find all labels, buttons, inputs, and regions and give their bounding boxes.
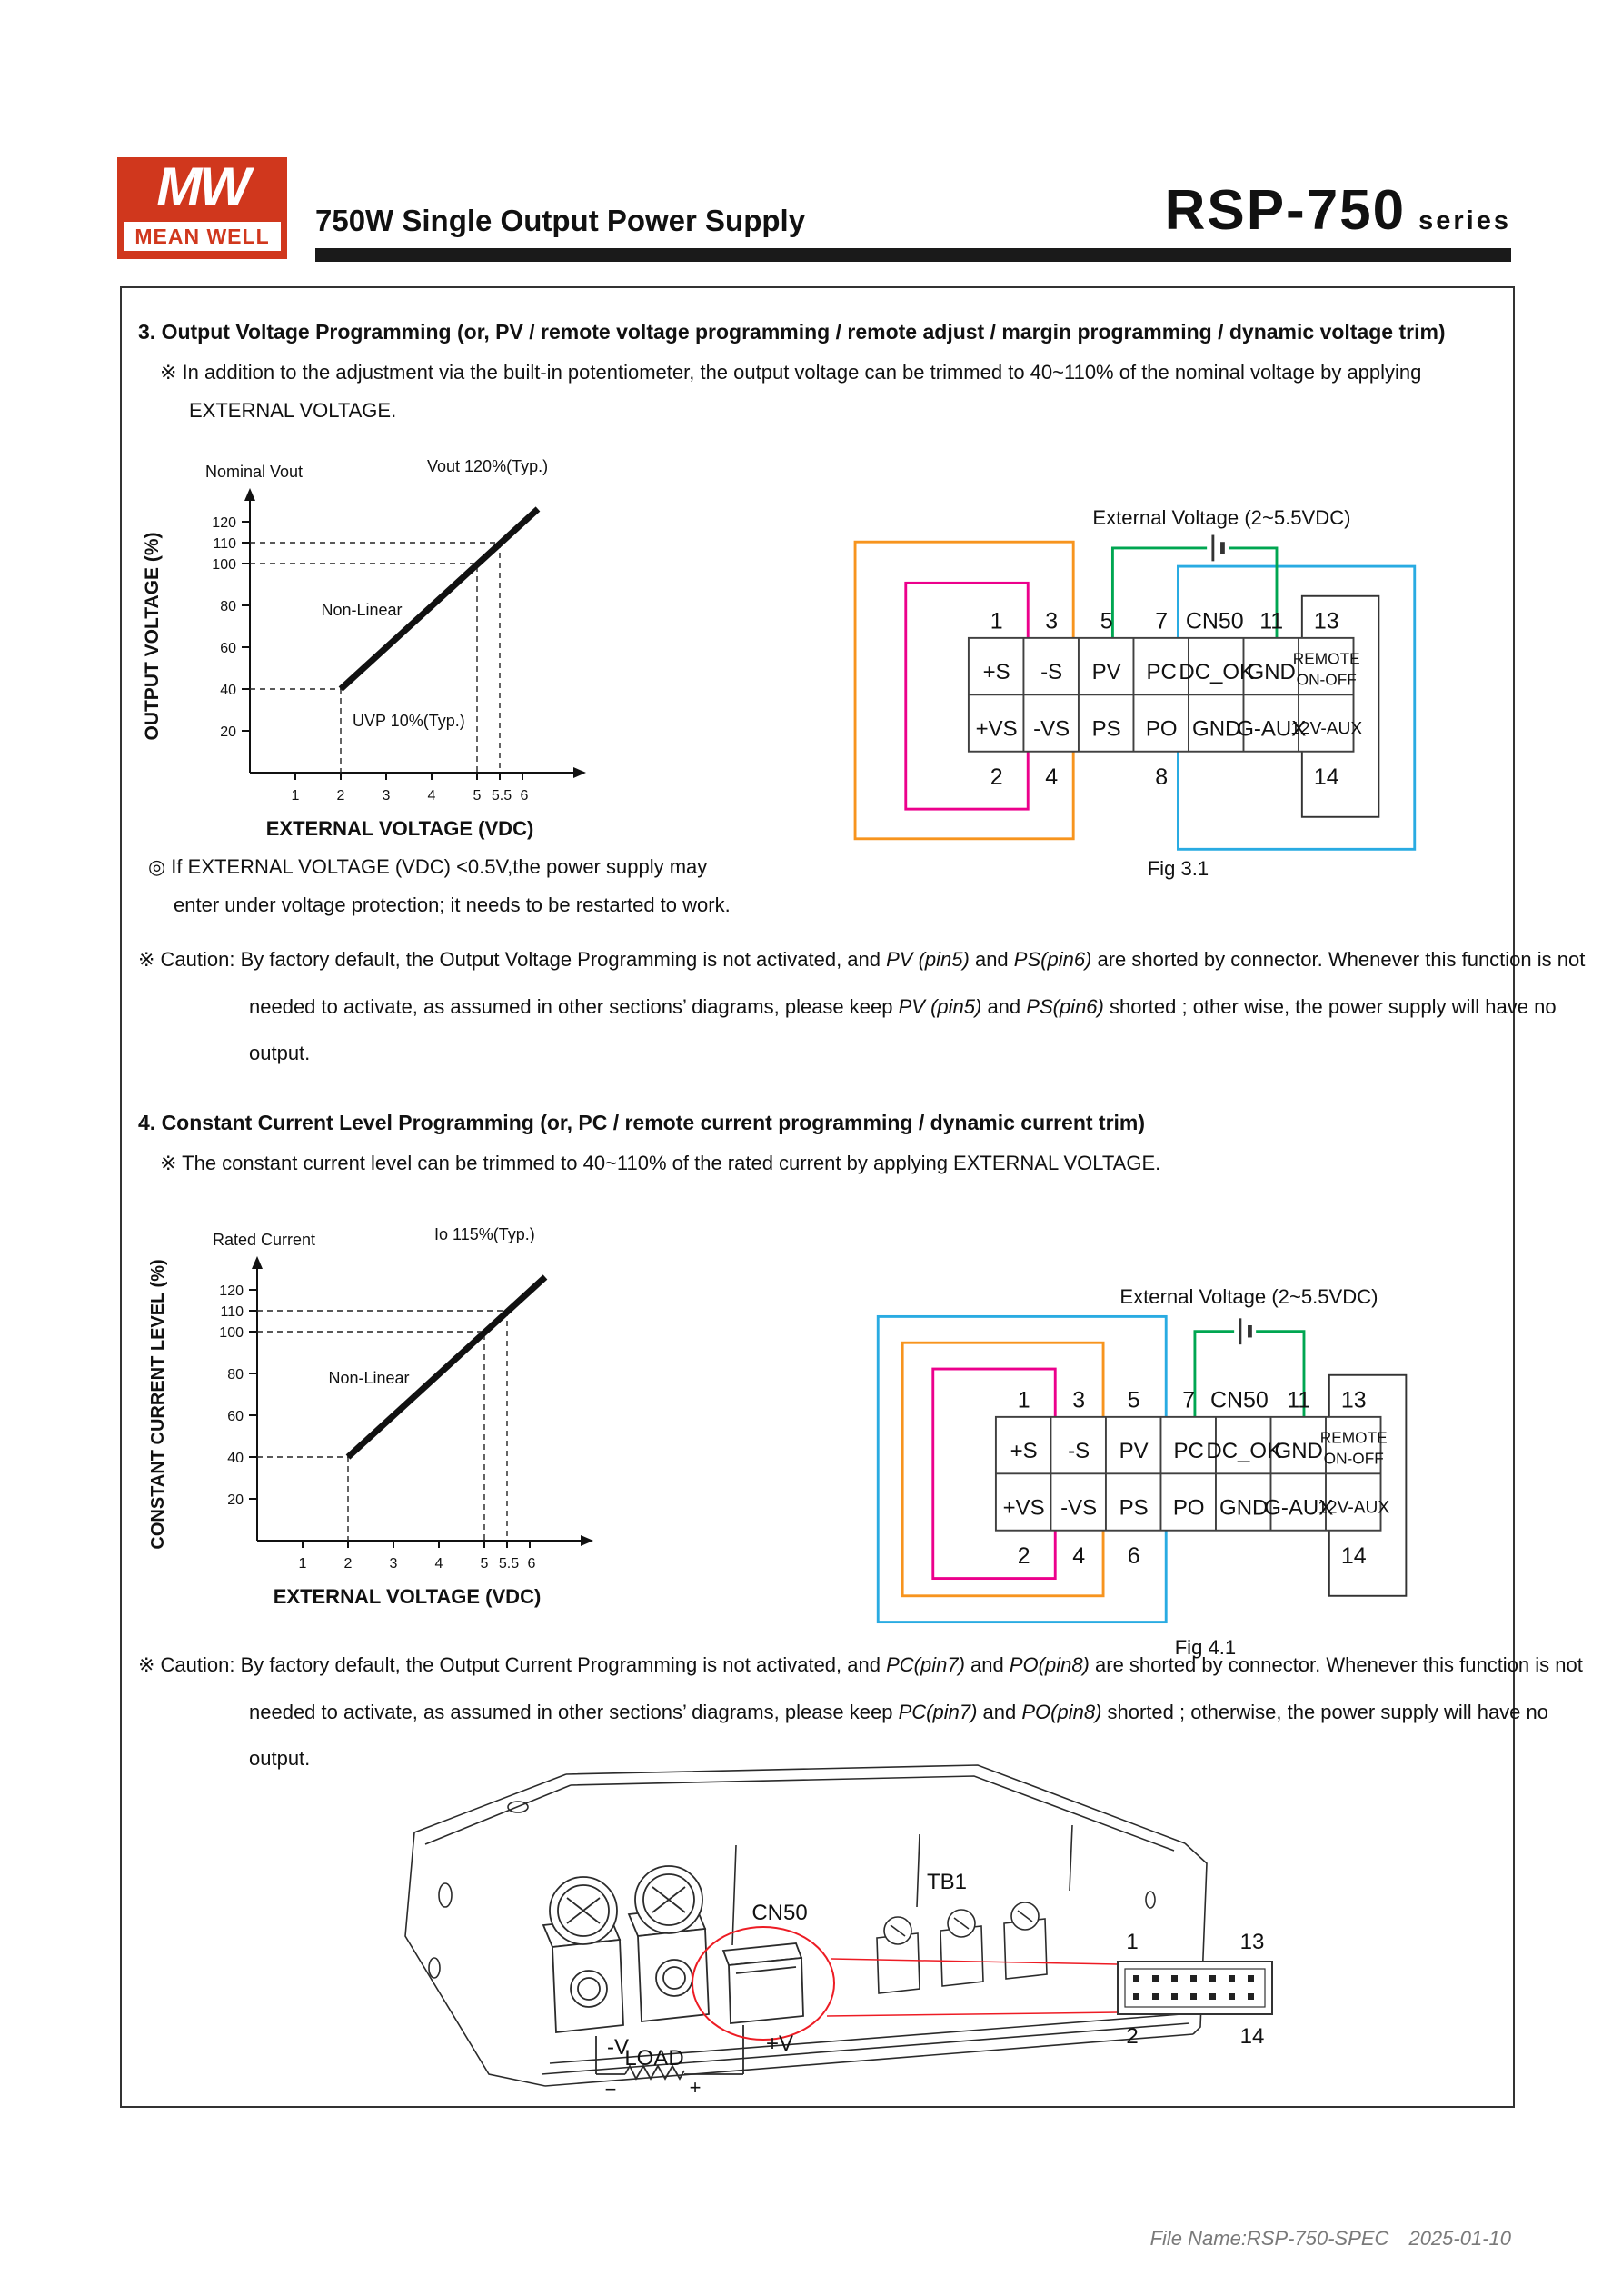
svg-text:2: 2 [990, 764, 1003, 791]
caution4-pc: PC(pin7) [886, 1653, 965, 1676]
chart1-nonlinear-label: Non-Linear [321, 601, 403, 619]
svg-text:ON-OFF: ON-OFF [1323, 1449, 1384, 1468]
section4-heading: 4. Constant Current Level Programming (or, PC / remote current programming / dynamic current trim) [138, 1111, 1146, 1134]
caution3-text: shorted ; other wise, the power supply will have no output. [249, 994, 1557, 1065]
fig31-pin-numbers-top [990, 608, 1339, 634]
svg-text:DC_OK: DC_OK [1206, 1439, 1282, 1464]
chart2-xaxis-arrow [581, 1535, 593, 1546]
section3-heading: 3. Output Voltage Programming (or, PV / remote voltage programming / remote adjust / margin programming / dynamic voltage trim) [138, 320, 1446, 344]
page-title: 750W Single Output Power Supply [315, 204, 806, 237]
caution4-text: By factory default, the Output Current Programming is not activated, and [234, 1653, 887, 1676]
chart1-axes [250, 500, 574, 773]
fig31-external-voltage-label: External Voltage (2~5.5VDC) [1092, 506, 1351, 529]
svg-text:100: 100 [219, 1325, 244, 1341]
fig31-caption: Fig 3.1 [1147, 857, 1209, 881]
svg-text:GND: GND [1192, 716, 1241, 742]
fig41-pin-numbers-bottom [1018, 1543, 1367, 1569]
svg-text:-S: -S [1068, 1439, 1090, 1464]
svg-text:DC_OK: DC_OK [1179, 660, 1255, 685]
svg-text:6: 6 [1127, 1543, 1140, 1570]
fig-3-1-connector-diagram [768, 498, 1431, 883]
tb1-terminal-block [877, 1902, 1047, 1993]
output-terminal-neg [543, 1877, 623, 2032]
svg-text:PO: PO [1145, 716, 1178, 742]
svg-text:-S: -S [1040, 660, 1063, 685]
svg-text:120: 120 [212, 515, 236, 531]
mech-pin13-label: 13 [1239, 1930, 1265, 1954]
svg-text:PC: PC [1146, 660, 1177, 685]
caution4-po2: PO(pin8) [1021, 1700, 1102, 1723]
svg-text:14: 14 [1313, 764, 1339, 791]
svg-text:1: 1 [298, 1556, 307, 1572]
output-terminal-pos [629, 1866, 709, 2021]
caution3-pv: PV (pin5) [886, 948, 970, 971]
mech-pin2-label: 2 [1126, 2024, 1139, 2049]
caution3-prefix: ※ Caution: [138, 948, 235, 971]
svg-text:1: 1 [1017, 1387, 1030, 1413]
logo-name: MEAN WELL [134, 224, 270, 248]
svg-text:60: 60 [220, 641, 236, 656]
caution4-text: and [977, 1700, 1022, 1723]
svg-text:REMOTE: REMOTE [1319, 1428, 1388, 1447]
svg-text:2: 2 [1017, 1543, 1030, 1570]
mech-neg-v-label: -V [607, 2035, 629, 2060]
svg-text:PV: PV [1091, 660, 1121, 685]
series-suffix: series [1418, 206, 1511, 235]
mech-cn50-label: CN50 [751, 1901, 808, 1925]
svg-text:PO: PO [1172, 1495, 1205, 1521]
fig41-cn50-label: CN50 [1209, 1387, 1269, 1413]
fig41-caption: Fig 4.1 [1174, 1636, 1237, 1660]
mech-pos-v-label: +V [765, 2031, 794, 2056]
chart1-uvp-label: UVP 10%(Typ.) [353, 712, 465, 730]
fig31-pin-numbers-bottom [990, 764, 1339, 790]
svg-text:3: 3 [1072, 1387, 1086, 1413]
caution3-ps: PS(pin6) [1013, 948, 1092, 971]
svg-text:14: 14 [1340, 1543, 1367, 1570]
svg-text:+S: +S [1010, 1439, 1038, 1464]
page-footer [818, 2227, 1511, 2251]
chart1-annotation: Vout 120%(Typ.) [427, 457, 549, 475]
svg-text:4: 4 [434, 1556, 443, 1572]
svg-text:3: 3 [389, 1556, 398, 1572]
svg-text:6: 6 [527, 1556, 536, 1572]
mech-pin1-label: 1 [1126, 1930, 1139, 1954]
fig-4-1-connector-diagram [795, 1277, 1458, 1662]
svg-text:ON-OFF: ON-OFF [1296, 670, 1357, 689]
svg-text:12V-AUX: 12V-AUX [1290, 719, 1363, 739]
svg-text:5: 5 [1100, 608, 1113, 634]
chart2-xtick-labels [299, 1556, 536, 1572]
svg-text:+VS: +VS [1002, 1495, 1045, 1521]
header-rule [315, 248, 1511, 262]
chart1-xtick-labels [292, 788, 529, 804]
chart1-xtick-marks [295, 773, 522, 780]
svg-text:110: 110 [220, 1304, 244, 1320]
svg-text:+S: +S [982, 660, 1010, 685]
svg-text:110: 110 [213, 536, 236, 552]
svg-text:4: 4 [427, 788, 436, 804]
caution4-pc2: PC(pin7) [898, 1700, 978, 1723]
caution4-text: shorted ; otherwise, the power supply will have no output. [249, 1700, 1549, 1771]
caution3-ps2: PS(pin6) [1026, 994, 1104, 1018]
logo-name-strip [124, 222, 281, 251]
svg-text:REMOTE: REMOTE [1292, 649, 1360, 668]
mech-minus-label: − [604, 2078, 617, 2101]
cn50-connector [723, 1943, 803, 2023]
chart1-curve [341, 509, 538, 689]
fig41-pin-numbers-top [1018, 1387, 1367, 1413]
svg-text:11: 11 [1259, 608, 1284, 634]
svg-text:2: 2 [336, 788, 345, 804]
mech-tb1-label: TB1 [926, 1870, 968, 1894]
fig31-row2-labels [976, 716, 1363, 741]
chart2-top-label: Rated Current [213, 1231, 316, 1249]
chart2-xtick-marks [303, 1541, 530, 1548]
chart1-xlabel: EXTERNAL VOLTAGE (VDC) [265, 817, 534, 840]
series-title [909, 178, 1511, 243]
svg-text:120: 120 [219, 1283, 244, 1299]
caution4-text: and [964, 1653, 1010, 1676]
section3-note-line1: ※ In addition to the adjustment via the built-in potentiometer, the output voltage can be trimmed to 40~110% of the nominal voltage by applying [160, 361, 1422, 384]
svg-text:3: 3 [1045, 608, 1059, 634]
svg-text:4: 4 [1045, 764, 1059, 791]
svg-text:PC: PC [1173, 1439, 1204, 1464]
svg-text:12V-AUX: 12V-AUX [1318, 1498, 1390, 1518]
svg-text:-VS: -VS [1033, 716, 1070, 742]
svg-text:40: 40 [220, 683, 236, 698]
svg-text:5: 5 [480, 1556, 489, 1572]
chart2-annotation: Io 115%(Typ.) [434, 1225, 535, 1243]
chart1-ytick-marks [242, 522, 250, 731]
svg-text:13: 13 [1340, 1387, 1367, 1413]
constant-current-programming-chart [134, 1218, 625, 1627]
svg-text:PV: PV [1119, 1439, 1149, 1464]
svg-text:7: 7 [1155, 608, 1169, 634]
svg-text:1: 1 [291, 788, 300, 804]
svg-text:5: 5 [1127, 1387, 1140, 1413]
mean-well-logo [117, 157, 287, 259]
uvp-note-line2: enter under voltage protection; it needs to be restarted to work. [174, 893, 731, 916]
chart1-yaxis-arrow [244, 488, 255, 501]
svg-text:60: 60 [227, 1409, 244, 1424]
svg-text:13: 13 [1313, 608, 1339, 634]
chart1-ylabel: OUTPUT VOLTAGE (%) [142, 532, 163, 741]
svg-text:G-AUX: G-AUX [1237, 716, 1307, 742]
svg-text:20: 20 [220, 724, 236, 740]
svg-text:4: 4 [1072, 1543, 1086, 1570]
footer-date: 2025-01-10 [1408, 2227, 1511, 2250]
fig41-row2-labels [1003, 1495, 1390, 1520]
logo-mw-icon: MW [156, 156, 248, 217]
caution3-text: By factory default, the Output Voltage Programming is not activated, and [234, 948, 887, 971]
chart1-ytick-labels [212, 515, 236, 740]
fig31-cn50-label: CN50 [1185, 608, 1244, 634]
svg-text:PS: PS [1119, 1495, 1149, 1521]
svg-text:6: 6 [520, 788, 529, 804]
svg-text:3: 3 [382, 788, 391, 804]
svg-text:5: 5 [473, 788, 482, 804]
caution3-text: and [981, 994, 1027, 1018]
svg-text:PS: PS [1091, 716, 1121, 742]
footer-file-name: File Name:RSP-750-SPEC [1149, 2227, 1389, 2250]
mech-plus-label: + [689, 2076, 702, 2099]
caution3-text: are shorted by connector. Whenever this function is not needed to activate, as assumed in other sections’ diagrams, please keep [249, 948, 1586, 1018]
uvp-note-line1: ◎ If EXTERNAL VOLTAGE (VDC) <0.5V,the power supply may [148, 855, 708, 878]
chart2-ytick-labels [219, 1283, 244, 1508]
chassis-connector-location-drawing [382, 1754, 1318, 2109]
svg-text:8: 8 [1155, 764, 1169, 791]
section3-note-line2: EXTERNAL VOLTAGE. [189, 399, 397, 422]
svg-text:G-AUX: G-AUX [1264, 1495, 1334, 1521]
svg-text:GND: GND [1247, 660, 1296, 685]
section3-caution [138, 936, 1601, 1077]
series-name: RSP-750 [1164, 179, 1407, 242]
svg-text:20: 20 [227, 1492, 244, 1508]
output-voltage-programming-chart [127, 450, 618, 859]
svg-text:1: 1 [990, 608, 1003, 634]
chart2-ylabel: CONSTANT CURRENT LEVEL (%) [148, 1259, 168, 1550]
chart2-axes [257, 1268, 582, 1541]
svg-text:40: 40 [227, 1451, 244, 1466]
chart2-yaxis-arrow [252, 1256, 263, 1269]
fig31-battery-icon [1213, 535, 1223, 562]
chart2-ytick-marks [249, 1290, 257, 1499]
chart2-curve [348, 1277, 545, 1457]
caution3-text: and [969, 948, 1014, 971]
chassis-outline [405, 1765, 1207, 2086]
svg-text:80: 80 [220, 599, 236, 614]
svg-text:5.5: 5.5 [491, 788, 512, 804]
section4-note-line1: ※ The constant current level can be trimmed to 40~110% of the rated current by applying EXTERNAL VOLTAGE. [160, 1152, 1161, 1174]
mech-pin14-label: 14 [1239, 2024, 1265, 2049]
chart2-nonlinear-label: Non-Linear [328, 1369, 410, 1387]
remote-header-connector [1118, 1962, 1272, 2014]
svg-text:GND: GND [1274, 1439, 1323, 1464]
fig41-external-voltage-label: External Voltage (2~5.5VDC) [1119, 1285, 1378, 1308]
svg-text:11: 11 [1287, 1387, 1311, 1413]
chart1-xaxis-arrow [573, 767, 586, 778]
chart2-xlabel: EXTERNAL VOLTAGE (VDC) [273, 1585, 542, 1608]
svg-text:2: 2 [343, 1556, 353, 1572]
svg-text:GND: GND [1219, 1495, 1269, 1521]
chart1-top-label: Nominal Vout [205, 463, 304, 481]
svg-text:+VS: +VS [975, 716, 1018, 742]
mech-load-label: LOAD [624, 2046, 684, 2071]
svg-text:80: 80 [227, 1367, 244, 1383]
caution3-pv2: PV (pin5) [898, 994, 982, 1018]
caution4-text: are shorted by connector. Whenever this function is not needed to activate, as assumed in other sections’ diagrams, please keep [249, 1653, 1583, 1723]
svg-text:5.5: 5.5 [498, 1556, 520, 1572]
svg-text:-VS: -VS [1060, 1495, 1098, 1521]
svg-text:100: 100 [212, 557, 236, 573]
caution4-po: PO(pin8) [1009, 1653, 1090, 1676]
svg-text:7: 7 [1182, 1387, 1196, 1413]
fig41-battery-icon [1240, 1318, 1250, 1344]
caution4-prefix: ※ Caution: [138, 1653, 235, 1676]
